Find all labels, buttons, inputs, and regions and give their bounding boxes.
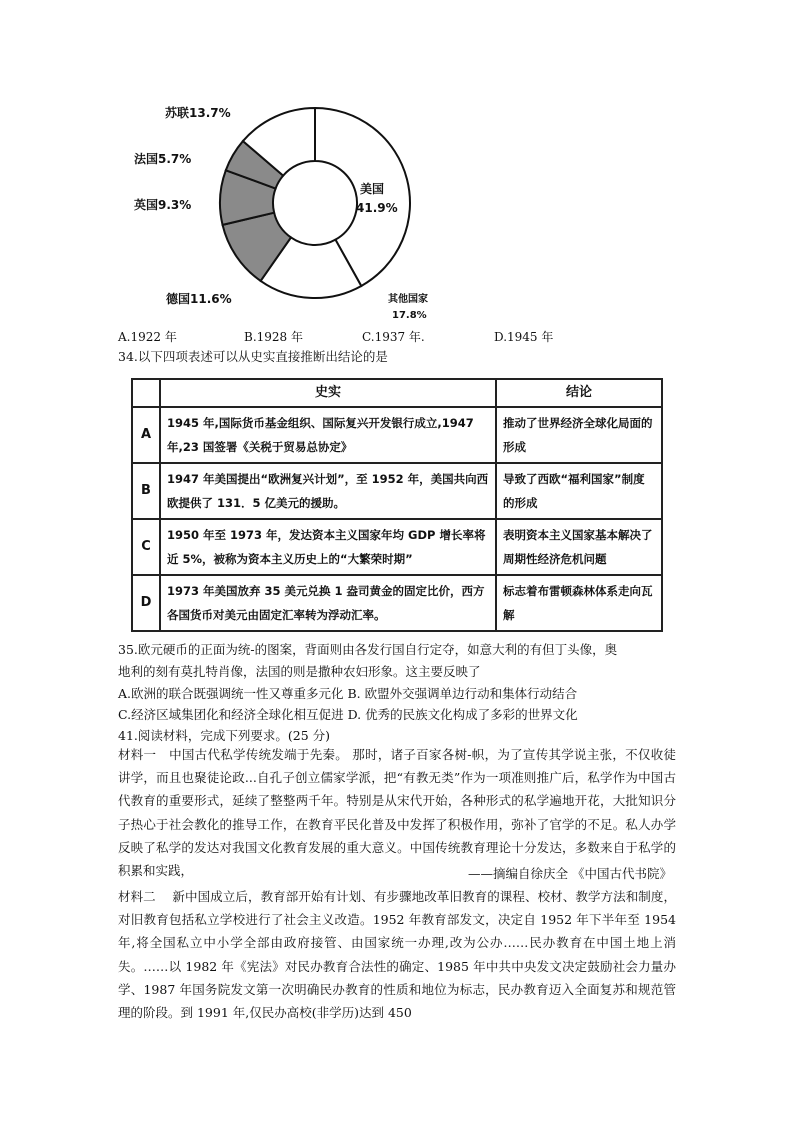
q33-option-b: B.1928 年 <box>244 330 303 344</box>
q34-stem: 34.以下四项表述可以从史实直接推断出结论的是 <box>118 349 388 364</box>
label-other-name: 其他国家 <box>388 294 428 305</box>
q34-table <box>131 378 663 632</box>
q41-stem: 41.阅读材料，完成下列要求。(25 分) <box>118 728 331 743</box>
label-uk: 英国9.3% <box>134 198 192 212</box>
row-conclusion: 表明资本主义国家基本解决了周期性经济危机问题 <box>496 519 662 575</box>
row-letter: A <box>132 407 160 463</box>
row-conclusion: 导致了西欧“福利国家”制度的形成 <box>496 463 662 519</box>
label-de: 德国11.6% <box>166 292 232 306</box>
row-letter: B <box>132 463 160 519</box>
table-row <box>132 407 662 463</box>
header-fact: 史实 <box>160 379 496 407</box>
row-conclusion: 推动了世界经济全球化局面的形成 <box>496 407 662 463</box>
row-fact: 1950 年至 1973 年，发达资本主义国家年均 GDP 增长率将近 5%，被称为资本主义历史上的“大繁荣时期” <box>160 519 496 575</box>
table-row <box>132 575 662 631</box>
row-fact: 1973 年美国放弃 35 美元兑换 1 盎司黄金的固定比价，西方各国货币对美元由固定汇率转为浮动汇率。 <box>160 575 496 631</box>
q35-option-ab: A.欧洲的联合既强调统一性又尊重多元化 B. 欧盟外交强调单边行动和集体行动结合 <box>118 686 578 701</box>
row-fact: 1947 年美国提出“欧洲复兴计划”，至 1952 年，美国共向西欧提供了 131．5 亿美元的援助。 <box>160 463 496 519</box>
row-conclusion: 标志着布雷顿森林体系走向瓦解 <box>496 575 662 631</box>
q41-material-1-source: ——摘编自徐庆全 《中国古代书院》 <box>468 866 672 881</box>
label-fr: 法国5.7% <box>134 152 192 166</box>
q35-option-cd: C.经济区域集团化和经济全球化相互促进 D. 优秀的民族文化构成了多彩的世界文化 <box>118 707 578 722</box>
row-fact: 1945 年,国际货币基金组织、国际复兴开发银行成立,1947 年,23 国签署《关税于贸易总协定》 <box>160 407 496 463</box>
q33-option-a: A.1922 年 <box>118 330 177 344</box>
q35-line2: 地利的刻有莫扎特肖像，法国的则是撒种农妇形象。这主要反映了 <box>118 664 481 679</box>
row-letter: C <box>132 519 160 575</box>
label-us-value: 41.9% <box>356 201 398 215</box>
pie-chart <box>130 98 460 328</box>
q33-option-d: D.1945 年 <box>494 330 554 344</box>
row-letter: D <box>132 575 160 631</box>
q35-line1: 35.欧元硬币的正面为统-的图案，背面则由各发行国自行定夺，如意大利的有但丁头像，奥 <box>118 642 618 657</box>
q33-option-c: C.1937 年. <box>362 330 425 344</box>
header-conclusion: 结论 <box>496 379 662 407</box>
q41-material-1: 材料一 中国古代私学传统发端于先秦。 那时，诸子百家各树-帜，为了宣传其学说主张，不仅收徒讲学，而且也聚徒论政...自孔子创立儒家学派，把“有教无类”作为一项准则推广后，私学作为中国古代教育的重要形式，延续了整整两千年。特别是从宋代开始，各种形式的私学遍地开花，大批知识分子热心于社会教化的推导工作，在教育平民化普及中发挥了积极作用，弥补了官学的不足。私人办学反映了私学的发达对我国文化教育发展的重大意义。中国传统教育理论十分发达，多数来自于私学的积累和实践， <box>118 747 676 879</box>
label-us-name: 美国 <box>360 182 385 196</box>
table-corner <box>132 379 160 407</box>
label-other-value: 17.8% <box>392 310 427 321</box>
table-row <box>132 519 662 575</box>
label-su: 苏联13.7% <box>165 106 231 120</box>
q33-options <box>118 328 678 346</box>
q41-material-2: 材料二 新中国成立后，教育部开始有计划、有步骤地改革旧教育的课程、校材、教学方法和制度，对旧教育包括私立学校进行了社会主义改造。1952 年教育部发文，决定自 1952 年下半年至 1954 年,将全国私立中小学全部由政府接管、由国家统一办理,改为公办……民办教育在中国土地上消失。……以 1982 年《宪法》对民办教育合法性的确定、1985 年中共中央发文决定鼓励社会力量办学、1987 年国务院发文第一次明确民办教育的性质和地位为标志，民办教育迈入全面复苏和规范管理的阶段。到 1991 年,仅民办高校(非学历)达到 450 <box>118 889 676 1021</box>
table-row <box>132 463 662 519</box>
